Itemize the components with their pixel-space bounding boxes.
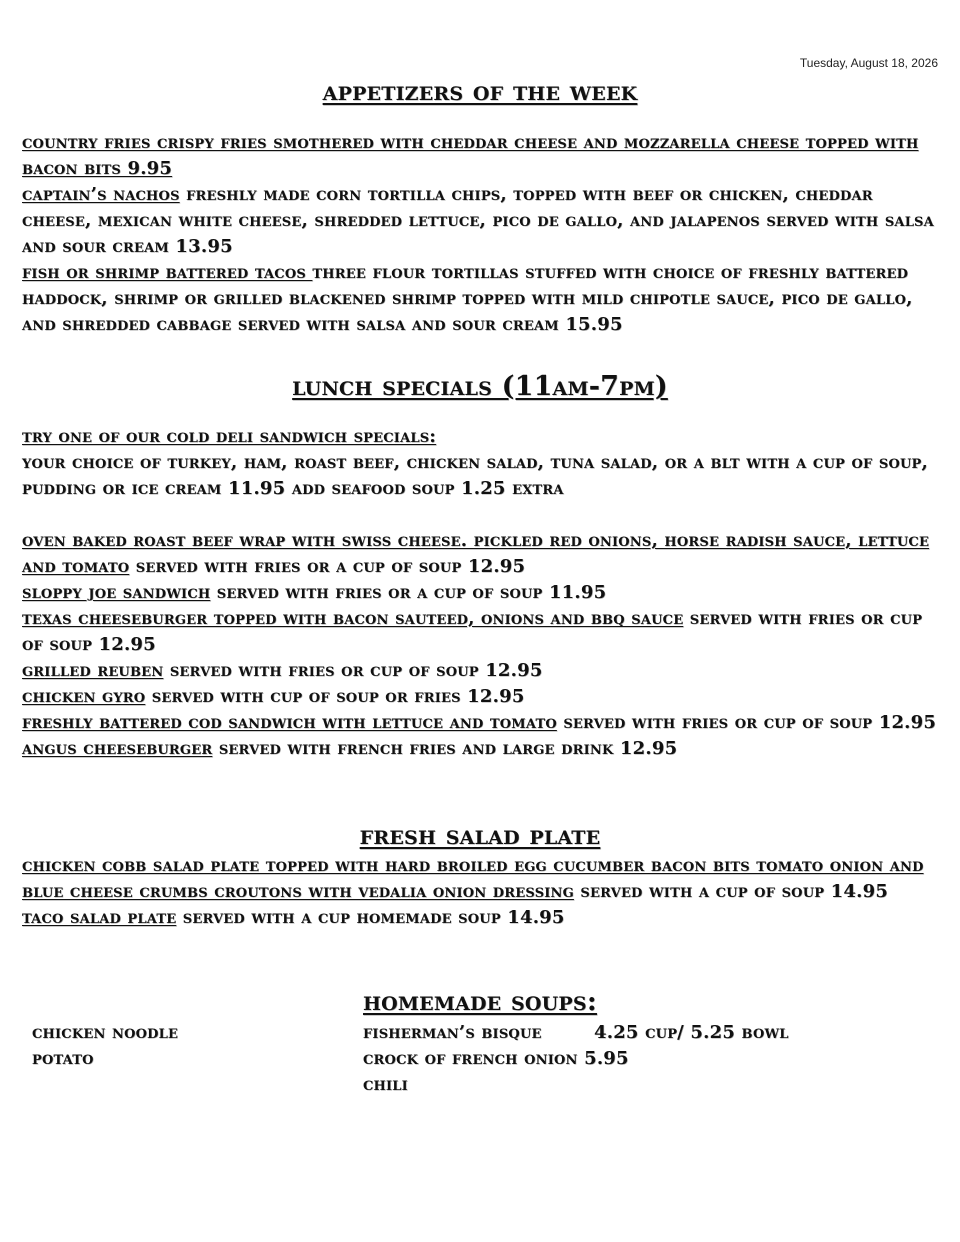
item-name: texas cheeseburger topped with bacon sauteed, onions and bbq sauce xyxy=(22,608,684,629)
item-name: freshly battered cod sandwich with lettuce and tomato xyxy=(22,712,557,733)
deli-title: try one of our cold deli sandwich specials: xyxy=(22,426,437,447)
item-desc: served with french fries and large drink 12.95 xyxy=(212,738,678,759)
item-desc: served with cup of soup or fries 12.95 xyxy=(145,686,525,707)
soups-heading: homemade soups: xyxy=(363,986,597,1017)
soup-item: fisherman’s bisque xyxy=(363,1022,542,1043)
menu-item xyxy=(22,684,938,710)
menu-item xyxy=(22,658,938,684)
lunch-heading: lunch specials (11am-7pm) xyxy=(292,371,668,402)
item-name: sloppy joe sandwich xyxy=(22,582,211,603)
item-name: oven baked roast beef wrap with swiss cheese. pickled red onions, horse radish sauce, lettuce and tomato xyxy=(22,530,930,577)
menu-item xyxy=(22,736,938,762)
soup-row xyxy=(32,1020,932,1046)
menu-item xyxy=(22,260,938,338)
soup-price: 4.25 cup/ 5.25 bowl xyxy=(594,1022,789,1043)
item-name: captain’s nachos xyxy=(22,184,180,205)
item-desc: served with fries or cup of soup 12.95 xyxy=(22,608,923,655)
appetizers-section xyxy=(22,130,938,338)
menu-item xyxy=(22,130,938,182)
soup-item: chili xyxy=(363,1074,408,1095)
item-name: grilled reuben xyxy=(22,660,164,681)
menu-item xyxy=(22,606,938,658)
item-name: taco salad plate xyxy=(22,907,177,928)
item-desc: freshly made corn tortilla chips, topped with beef or chicken, cheddar cheese, mexican white cheese, shredded lettuce, pico de gallo, and jalapenos served with salsa and sour cream 13.95 xyxy=(22,184,934,257)
soup-item: crock of french onion 5.95 xyxy=(363,1048,629,1069)
item-desc: served with fries or cup of soup 12.95 xyxy=(556,712,937,733)
soup-item: chicken noodle xyxy=(32,1022,179,1043)
item-name: angus cheeseburger xyxy=(22,738,213,759)
soups-list xyxy=(32,1020,932,1098)
menu-item xyxy=(22,182,938,260)
item-name: country fries crispy fries smothered with cheddar cheese and mozzarella cheese topped with bacon bits 9.95 xyxy=(22,132,919,179)
menu-item xyxy=(22,580,938,606)
item-desc: served with fries or cup of soup 12.95 xyxy=(163,660,543,681)
item-name: chicken cobb salad plate topped with hard broiled egg cucumber bacon bits tomato onion and blue cheese crumbs croutons with vedalia onion dressing xyxy=(22,855,924,902)
salad-heading: fresh salad plate xyxy=(359,820,601,851)
appetizers-heading: appetizers of the week xyxy=(322,76,638,107)
soup-row xyxy=(32,1046,932,1072)
spacer xyxy=(22,502,938,528)
item-desc: served with fries or a cup of soup 12.95 xyxy=(129,556,526,577)
item-desc: served with fries or a cup of soup 11.95 xyxy=(210,582,607,603)
menu-item xyxy=(22,710,938,736)
lunch-section xyxy=(22,424,938,762)
item-name: fish or shrimp battered tacos xyxy=(22,262,313,283)
soup-item: potato xyxy=(32,1048,94,1069)
item-name: chicken gyro xyxy=(22,686,146,707)
item-desc: three flour tortillas stuffed with choice of freshly battered haddock, shrimp or grilled blackened shrimp topped with mild chipotle sauce, pico de gallo, and shredded cabbage served with salsa and sour cream 15.95 xyxy=(22,262,913,335)
menu-item xyxy=(22,853,938,905)
item-desc: served with a cup of soup 14.95 xyxy=(573,881,889,902)
menu-item xyxy=(22,528,938,580)
salad-section xyxy=(22,853,938,931)
item-desc: served with a cup homemade soup 14.95 xyxy=(176,907,565,928)
date-stamp: Tuesday, August 18, 2026 xyxy=(799,56,938,70)
deli-desc: your choice of turkey, ham, roast beef, chicken salad, tuna salad, or a blt with a cup of soup, pudding or ice cream 11.95 add seafood soup 1.25 extra xyxy=(22,452,928,499)
menu-item xyxy=(22,905,938,931)
soup-row xyxy=(32,1072,932,1098)
